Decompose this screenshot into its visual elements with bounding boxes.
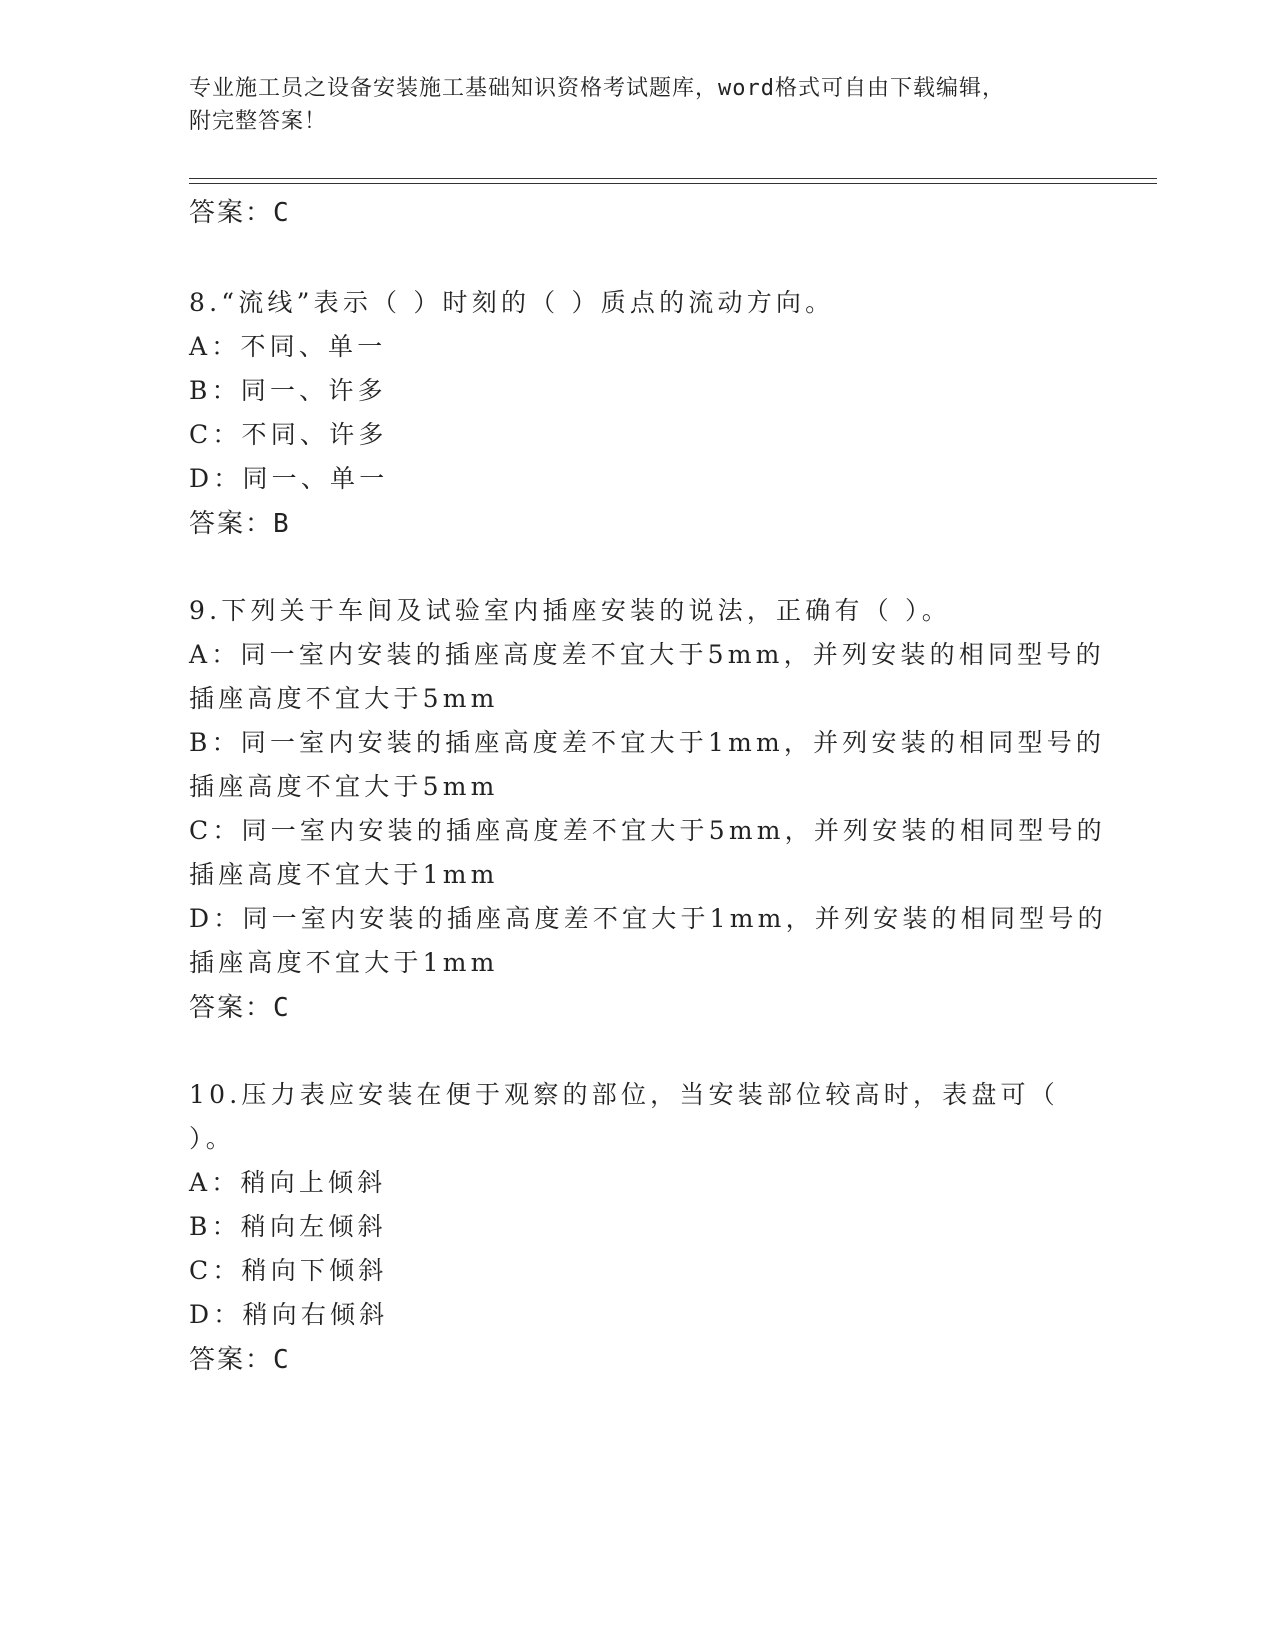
question-10-stem-line-2: ）。: [189, 1124, 235, 1153]
question-10-option-c: C：稍向下倾斜: [189, 1256, 388, 1285]
document-header: [189, 72, 1069, 138]
previous-question-answer: 答案：C: [189, 198, 291, 228]
question-8-answer: 答案：B: [189, 509, 291, 539]
question-10-option-a: A：稍向上倾斜: [189, 1168, 387, 1197]
question-9-option-d-line-1: D：同一室内安装的插座高度差不宜大于1mm，并列安装的相同型号的: [189, 904, 1107, 933]
question-10-option-b: B：稍向左倾斜: [189, 1212, 387, 1241]
question-9-answer: 答案：C: [189, 993, 291, 1023]
question-9-option-a-line-2: 插座高度不宜大于5mm: [189, 684, 499, 713]
question-9-option-b-line-1: B：同一室内安装的插座高度差不宜大于1mm，并列安装的相同型号的: [189, 728, 1106, 757]
question-8-option-c: C：不同、许多: [189, 420, 388, 449]
question-9-option-a-line-1: A：同一室内安装的插座高度差不宜大于5mm，并列安装的相同型号的: [189, 640, 1105, 669]
question-8-option-b: B：同一、许多: [189, 376, 387, 405]
header-line-2: 附完整答案！: [189, 109, 328, 134]
question-10-stem-line-1: 10.压力表应安装在便于观察的部位，当安装部位较高时，表盘可（: [189, 1080, 1059, 1109]
question-9-option-b-line-2: 插座高度不宜大于5mm: [189, 772, 499, 801]
question-9-option-c-line-1: C：同一室内安装的插座高度差不宜大于5mm，并列安装的相同型号的: [189, 816, 1106, 845]
question-8-stem: 8.“流线”表示（ ）时刻的（ ）质点的流动方向。: [189, 288, 835, 317]
question-9-option-d-line-2: 插座高度不宜大于1mm: [189, 948, 499, 977]
question-10-answer: 答案：C: [189, 1345, 291, 1375]
header-line-1: 专业施工员之设备安装施工基础知识资格考试题库，word格式可自由下载编辑，: [189, 76, 1005, 101]
question-8-option-a: A：不同、单一: [189, 332, 387, 361]
question-9-option-c-line-2: 插座高度不宜大于1mm: [189, 860, 499, 889]
question-10-option-d: D：稍向右倾斜: [189, 1300, 389, 1329]
header-rule-bottom: [189, 183, 1157, 184]
question-9-stem: 9.下列关于车间及试验室内插座安装的说法，正确有（ ）。: [189, 596, 951, 625]
question-8-option-d: D：同一、单一: [189, 464, 389, 493]
header-rule-top: [189, 178, 1157, 179]
